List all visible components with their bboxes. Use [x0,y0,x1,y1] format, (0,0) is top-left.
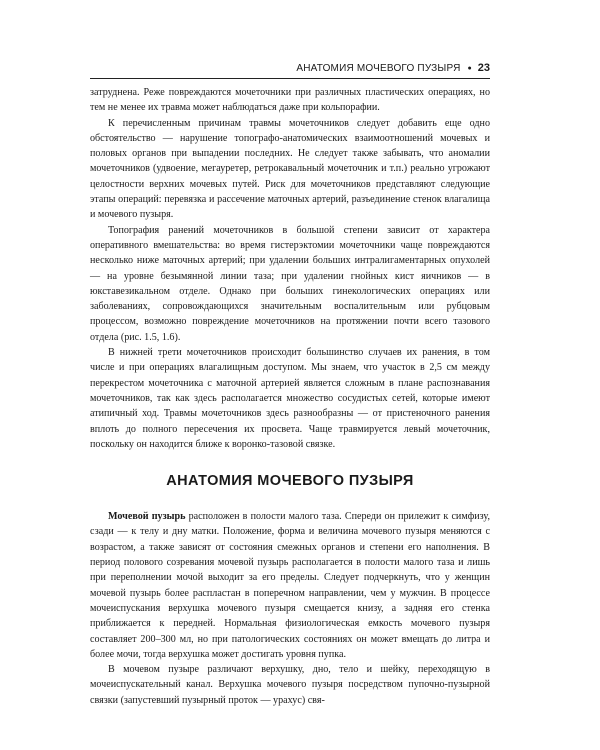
header-rule [90,78,490,79]
running-title: АНАТОМИЯ МОЧЕВОГО ПУЗЫРЯ [296,62,461,74]
lead-text: расположен в полости малого таза. Спереди он прилежит к симфизу, сзади — к телу и дну матки. Положение, форма и величина мочевого пузыря меняются с возрастом, а также зависят от состояния смежных органов и степени его наполнения. В период полового созревания мочевой пузырь располагается в полости малого таза и лишь при переполнении мочой выходит за его пределы. Следует подчеркнуть, что у женщин мочевой пузырь более распластан в поперечном направлении, чем у мужчин. В процессе мочеиспускания верхушка мочевого пузыря смещается книзу, а задняя его стенка приближается к передней. Нормальная физиологическая емкость мочевого пузыря составляет 200–300 мл, но при патологических состояниях он может вмещать до литра и более мочи, тогда верхушка может достигать уровня пупка. [90,511,490,660]
lead-term: Мочевой пузырь [108,511,186,523]
paragraph: В мочевом пузыре различают верхушку, дно, тело и шейку, переходящую в мочеиспускательный канал. Верхушка мочевого пузыря посредством пупочно-пузырной связки (запустевший пузырный проток — урахус) свя- [90,664,490,706]
paragraph: Топография ранений мочеточников в большой степени зависит от характера оперативного вмешательства: во время гистерэктомии мочеточники чаще повреждаются несколько ниже маточных артерий; при удалении больших интралигаментарных опухолей — на уровне безымянной линии таза; при удалении гнойных кист яичников — в юкставезикальном отделе. Однако при больших гинекологических операциях или заболеваниях, сопровождающихся значительным воспалительным или рубцовым процессом, возможно повреждение мочеточников на протяжении почти всего тазового отдела (рис. 1.5, 1.6). [90,224,490,343]
paragraph: К перечисленным причинам травмы мочеточников следует добавить еще одно обстоятельство — нарушение топографо-анатомических взаимоотношений мочевых и половых органов при выпадении последних. Не следует также забывать, что аномалии мочеточников (удвоение, мегауретер, ретрокавальный мочеточник и т.п.) реально угрожают целостности верхних мочевых путей. Риск для мочеточников представляют следующие этапы операций: перевязка и рассечение маточных артерий, разъединение стенок влагалища и мочевого пузыря. [90,117,490,221]
paragraph: В нижней трети мочеточников происходит большинство случаев их ранения, в том числе и при операциях влагалищным доступом. Мы знаем, что участок в 2,5 см между перекрестом мочеточника с маточной артерией является сложным в плане распознавания мочеточников, так как здесь располагается множество сосудистых сетей, которые имеют атипичный ход. Травмы мочеточников здесь разнообразны — от пристеночного ранения вплоть до полного пересечения их просвета. Чаще травмируется левый мочеточник, поскольку он находится ближе к воронко-тазовой связке. [90,347,490,450]
page-number: 23 [477,62,490,74]
text-column [90,85,490,708]
header-bullet: ● [467,64,472,72]
section-heading: АНАТОМИЯ МОЧЕВОГО ПУЗЫРЯ [166,473,414,490]
running-header [90,58,490,78]
paragraph: затруднена. Реже повреждаются мочеточники при различных пластических операциях, но тем не менее их травма может наблюдаться даже при кольпорафии. [90,87,490,114]
section-lead-paragraph [90,509,490,662]
